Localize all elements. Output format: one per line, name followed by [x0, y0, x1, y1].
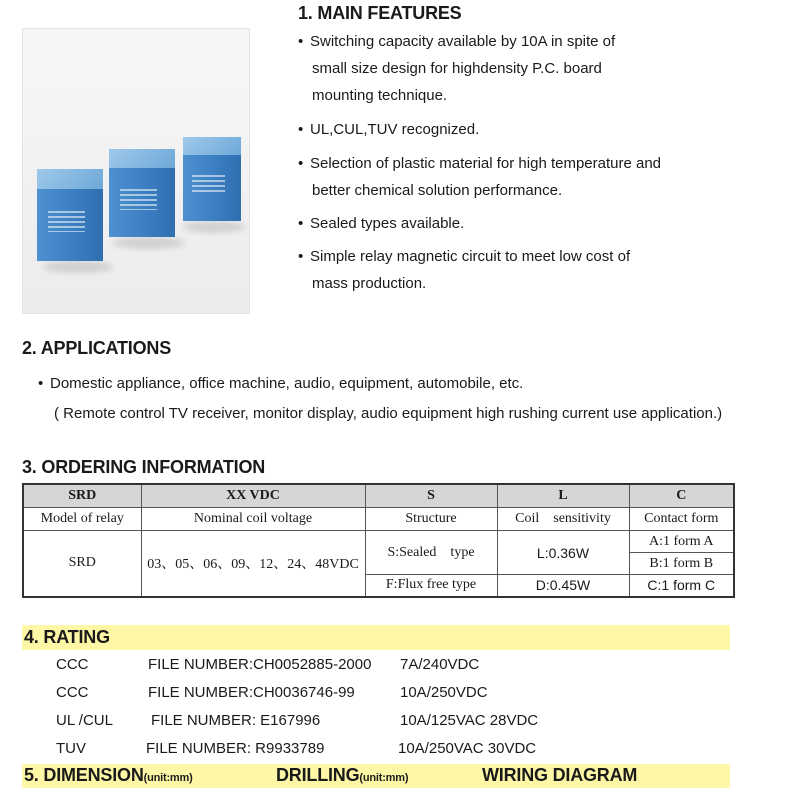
ordering-table — [22, 483, 735, 598]
rating-value: 7A/240VDC — [400, 656, 480, 673]
rating-heading-band — [22, 625, 730, 650]
feature-item-cont: small size design for highdensity P.C. board — [312, 60, 602, 77]
feature-item-cont: mounting technique. — [312, 87, 448, 104]
col-header: C — [629, 484, 734, 508]
ordering-header-row — [23, 484, 734, 508]
col-header: XX VDC — [141, 484, 365, 508]
main-features-heading: 1. MAIN FEATURES — [298, 3, 462, 23]
applications-note: ( Remote control TV receiver, monitor display, audio equipment high rushing current use application.) — [54, 405, 723, 422]
col-header: SRD — [23, 484, 141, 508]
ordering-heading: 3. ORDERING INFORMATION — [22, 457, 266, 477]
relay-image-1 — [37, 169, 103, 261]
col-subheader: Model of relay — [23, 508, 141, 531]
rating-row — [56, 712, 736, 740]
relay-product-photo — [22, 28, 250, 314]
rating-file: FILE NUMBER:CH0036746-99 — [148, 684, 355, 701]
feature-item: • UL,CUL,TUV recognized. — [298, 121, 480, 138]
voltage-cell: 03、05、06、09、12、24、48VDC — [141, 531, 365, 597]
rating-row — [56, 656, 736, 684]
rating-agency: CCC — [56, 656, 89, 673]
table-row — [23, 531, 734, 553]
feature-item: • Sealed types available. — [298, 215, 465, 232]
contact-cell: B:1 form B — [629, 553, 734, 575]
feature-item-cont: mass production. — [312, 275, 427, 292]
wiring-diagram-heading: WIRING DIAGRAM — [482, 765, 638, 785]
rating-row — [56, 684, 736, 712]
rating-file: FILE NUMBER: R9933789 — [146, 740, 325, 757]
col-subheader: Nominal coil voltage — [141, 508, 365, 531]
rating-value: 10A/125VAC 28VDC — [400, 712, 539, 729]
applications-heading: 2. APPLICATIONS — [22, 338, 172, 358]
rating-file: FILE NUMBER: E167996 — [151, 712, 321, 729]
col-subheader: Coil sensitivity — [497, 508, 629, 531]
rating-heading: 4. RATING — [24, 627, 110, 647]
ordering-subheader-row — [23, 508, 734, 531]
contact-cell: A:1 form A — [629, 531, 734, 553]
col-header: S — [365, 484, 497, 508]
sensitivity-cell: L:0.36W — [497, 531, 629, 575]
sensitivity-cell: D:0.45W — [497, 575, 629, 597]
dimension-unit: (unit:mm) — [143, 772, 193, 784]
col-subheader: Contact form — [629, 508, 734, 531]
drilling-unit: (unit:mm) — [359, 772, 409, 784]
rating-value: 10A/250VDC — [400, 684, 488, 701]
applications-item: • Domestic appliance, office machine, audio, equipment, automobile, etc. — [38, 375, 524, 392]
relay-image-2 — [109, 149, 175, 237]
dimension-heading: 5. DIMENSION(unit:mm) — [24, 765, 193, 785]
drilling-heading: DRILLING(unit:mm) — [276, 765, 409, 785]
main-features-list — [298, 28, 778, 297]
feature-item: • Switching capacity available by 10A in spite of — [298, 33, 616, 50]
rating-agency: UL /CUL — [56, 712, 113, 729]
col-subheader: Structure — [365, 508, 497, 531]
rating-agency: TUV — [56, 740, 86, 757]
rating-list — [56, 656, 736, 768]
feature-item-cont: better chemical solution performance. — [312, 182, 563, 199]
structure-cell: F:Flux free type — [365, 575, 497, 597]
relay-image-3 — [183, 137, 241, 221]
model-cell: SRD — [23, 531, 141, 597]
col-header: L — [497, 484, 629, 508]
structure-cell: S:Sealed type — [365, 531, 497, 575]
rating-value: 10A/250VAC 30VDC — [398, 740, 537, 757]
rating-agency: CCC — [56, 684, 89, 701]
feature-item: • Simple relay magnetic circuit to meet low cost of — [298, 248, 631, 265]
applications-text — [38, 369, 778, 429]
rating-file: FILE NUMBER:CH0052885-2000 — [148, 656, 372, 673]
contact-cell: C:1 form C — [629, 575, 734, 597]
feature-item: • Selection of plastic material for high temperature and — [298, 155, 662, 172]
